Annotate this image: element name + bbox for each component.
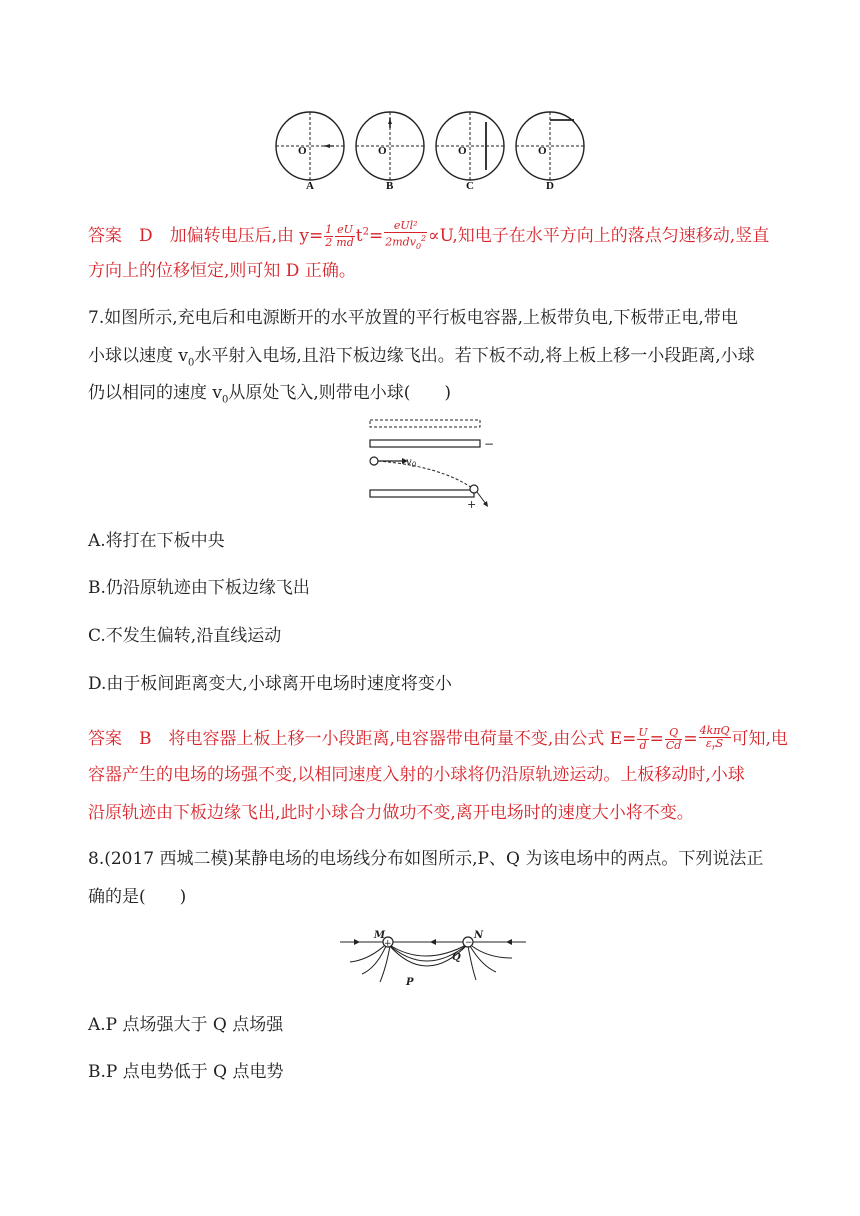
origin-label-b: O: [378, 145, 387, 157]
minus-sign: −: [484, 437, 495, 451]
label-q: Q: [452, 952, 461, 963]
velocity-label: $v_0$: [406, 457, 417, 469]
option-8b: B.P 点电势低于 Q 点电势: [88, 1062, 284, 1082]
figure-c-label: C: [466, 180, 474, 192]
question-7-line-1: 7.如图所示,充电后和电源断开的水平放置的平行板电容器,上板带负电,下板带正电,带电: [88, 308, 738, 328]
label-p: P: [406, 977, 414, 988]
answer-7-line-2: 容器产生的电场的场强不变,以相同速度入射的小球将仍沿原轨迹运动。上板移动时,小球: [88, 765, 745, 785]
svg-text:−: −: [465, 938, 473, 948]
answer-7-suffix: 可知,电: [731, 729, 788, 750]
figure-b: [356, 112, 424, 192]
answer-7-prefix: 答案 B 将电容器上板上移一小段距离,电容器带电荷量不变,由公式 E=: [88, 729, 637, 750]
origin-label-c: O: [458, 145, 467, 157]
label-m: M: [374, 930, 386, 941]
plus-sign: +: [467, 498, 477, 511]
origin-label-d: O: [538, 145, 547, 157]
figure-b-label: B: [386, 180, 394, 192]
svg-text:+: +: [384, 939, 392, 949]
field-lines-figure: [336, 928, 530, 990]
figure-d: [516, 112, 584, 192]
question-8-line-1: 8.(2017 西城二模)某静电场的电场线分布如图所示,P、Q 为该电场中的两点。下列说法正: [88, 849, 764, 869]
figure-a: [276, 112, 344, 192]
fraction-u-d: $\frac{U}{d}$: [638, 726, 648, 753]
lower-plate: [370, 490, 474, 497]
option-7a: A.将打在下板中央: [88, 531, 225, 551]
answer-6-line-1: 答案 D 加偏转电压后,由 y= $\frac{1}{2}$ $\frac{eU}{md}$ $t^2=$ $\frac{\text{eUl²}}{2mdv_0^2}$ ∝U,知电子在水平方向上的落点匀速移动,竖直: [88, 219, 770, 251]
question-8-line-2: 确的是( ): [88, 887, 187, 907]
fraction-half: $\frac{1}{2}$: [325, 222, 333, 249]
figure-c: [436, 112, 504, 192]
fraction-q-cd: $\frac{Q}{Cd}$: [665, 726, 682, 753]
option-8a: A.P 点场强大于 Q 点场强: [88, 1015, 284, 1035]
origin-label-a: O: [298, 145, 307, 157]
answer-7-line-1: 答案 B 将电容器上板上移一小段距离,电容器带电荷量不变,由公式 E= $\frac{U}{d}$ = $\frac{Q}{Cd}$ = $\frac{\text{4kπQ}}{\varepsilon_rS}$ 可知,电: [88, 724, 788, 753]
figure-d-label: D: [546, 180, 554, 192]
option-7b: B.仍沿原轨迹由下板边缘飞出: [88, 578, 310, 598]
charged-ball: [370, 457, 378, 465]
trajectory: [378, 461, 472, 488]
answer-7-line-3: 沿原轨迹由下板边缘飞出,此时小球合力做功不变,离开电场时的速度大小将不变。: [88, 803, 694, 823]
fraction-eul2: $\frac{\text{eUl²}}{2mdv_0^2}$: [385, 219, 427, 251]
label-n: N: [474, 930, 484, 941]
capacitor-figure: [360, 416, 500, 512]
answer-6-line-2: 方向上的位移恒定,则可知 D 正确。: [88, 261, 356, 281]
option-7d: D.由于板间距离变大,小球离开电场时速度将变小: [88, 674, 452, 694]
fraction-4kpiq: $\frac{\text{4kπQ}}{\varepsilon_rS}$: [699, 724, 730, 753]
upper-plate: [370, 440, 480, 447]
answer-6-prefix: 答案 D 加偏转电压后,由 y=: [88, 225, 324, 246]
option-7c: C.不发生偏转,沿直线运动: [88, 626, 282, 646]
answer-6-suffix: ∝U,知电子在水平方向上的落点匀速移动,竖直: [428, 225, 770, 246]
deflection-figures: [270, 106, 590, 192]
figure-a-label: A: [306, 180, 314, 192]
question-7-line-2: 小球以速度 $v_0$水平射入电场,且沿下板边缘飞出。若下板不动,将上板上移一小段距离,小球: [88, 346, 755, 369]
fraction-eu-md: $\frac{eU}{md}$: [336, 222, 354, 249]
question-7-line-3: 仍以相同的速度 $v_0$从原处飞入,则带电小球( ): [88, 383, 452, 406]
